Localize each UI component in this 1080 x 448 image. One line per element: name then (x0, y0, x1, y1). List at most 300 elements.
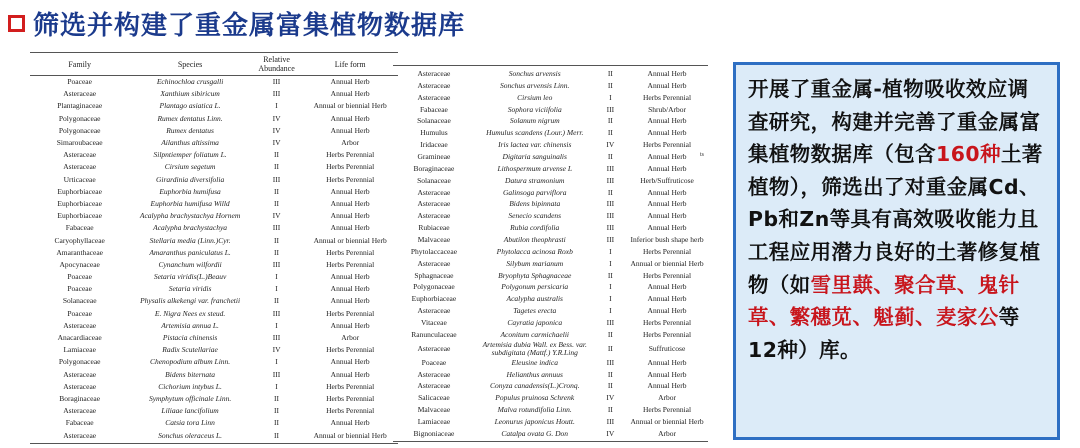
cell-species: Cirsium leo (517, 92, 553, 102)
cell-species: Euphorbia humifusa (159, 186, 221, 196)
cell-abundance: III (272, 89, 281, 99)
cell-life-form: Annual or biennial Herb (313, 101, 387, 111)
cell-family: Poaceae (67, 308, 92, 318)
cell-abundance: I (275, 101, 278, 111)
cell-abundance: IV (606, 428, 615, 438)
cell-species: Rumex dentatus Linn. (157, 113, 223, 123)
cell-abundance: II (274, 406, 280, 416)
cell-species: Bidens biternata (165, 369, 215, 379)
table-row (30, 356, 398, 368)
cell-abundance: II (274, 235, 280, 245)
table-row (393, 329, 708, 341)
cell-species: E. Nigra Nees ex steud. (154, 308, 226, 318)
cell-abundance: III (272, 259, 281, 269)
cell-family: Poaceae (67, 284, 92, 294)
cell-life-form: Annual Herb (647, 163, 687, 173)
table-row (30, 259, 398, 271)
cell-family: Boraginaceae (413, 163, 455, 173)
cell-abundance: II (607, 343, 613, 353)
cell-life-form: Annual or biennial Herb (313, 235, 387, 245)
cell-life-form: Annual Herb (330, 272, 370, 282)
table-row (30, 283, 398, 295)
cell-family: Asteraceae (417, 80, 451, 90)
cell-life-form: Herbs Perennial (326, 162, 375, 172)
cell-abundance: II (607, 68, 613, 78)
table-row (30, 198, 398, 210)
cell-life-form: Herbs Perennial (326, 150, 375, 160)
cell-life-form: Inferior bush shape herb (630, 234, 704, 244)
table-row (393, 80, 708, 92)
table-row (393, 281, 708, 293)
table-row (30, 100, 398, 112)
table-row (393, 246, 708, 258)
table-row (30, 234, 398, 246)
table-bottom-rule (30, 443, 398, 444)
cell-family: Asteraceae (63, 150, 97, 160)
cell-species: Conyza canadensis(L.)Cronq. (489, 381, 580, 391)
cell-abundance: I (275, 284, 278, 294)
cell-family: Asteraceae (63, 320, 97, 330)
cell-species: Sonchus oleraceus L. (158, 430, 223, 440)
cell-species: Symphytum officinale Linn. (148, 393, 232, 403)
cell-life-form: Annual Herb (330, 284, 370, 294)
cell-family: Solanaceae (417, 175, 451, 185)
table-top-rule (393, 65, 708, 66)
table-row (30, 76, 398, 88)
cell-life-form: Annual or biennial Herb (313, 430, 387, 440)
cell-abundance: II (607, 369, 613, 379)
table-row (30, 344, 398, 356)
cell-abundance: IV (272, 125, 281, 135)
cell-family: Fabaceae (65, 418, 94, 428)
cell-species: Leonurus japonicus Houtt. (494, 416, 575, 426)
cell-abundance: I (275, 357, 278, 367)
table-row (393, 380, 708, 392)
table-row (393, 369, 708, 381)
cell-life-form: Annual Herb (330, 77, 370, 87)
cell-life-form: Annual Herb (330, 223, 370, 233)
table-row (30, 369, 398, 381)
cell-species: Sonchus arvensis (508, 68, 561, 78)
cell-species: Acalypha brachystachya (153, 223, 228, 233)
table-body-left (30, 76, 398, 442)
cell-life-form: Annual Herb (647, 199, 687, 209)
cell-family: Iridaceae (420, 140, 448, 150)
cell-life-form: Annual Herb (647, 369, 687, 379)
cell-species: Phytolacca acinosa Roxb (496, 246, 573, 256)
table-row (393, 404, 708, 416)
cell-family: Poaceae (421, 357, 447, 367)
square-bullet-icon (8, 15, 25, 32)
cell-life-form: Annual Herb (647, 80, 687, 90)
table-body-right (393, 68, 708, 440)
cell-life-form: Herbs Perennial (326, 345, 375, 355)
cell-abundance: II (607, 116, 613, 126)
cell-life-form: Herbs Perennial (326, 308, 375, 318)
species-table-right (393, 65, 708, 442)
cell-life-form: Annual Herb (647, 211, 687, 221)
cell-family: Lamiaceae (417, 416, 451, 426)
cell-life-form: Annual Herb (330, 125, 370, 135)
cell-abundance: II (607, 329, 613, 339)
cell-life-form: Herbs Perennial (642, 317, 692, 327)
cell-species: Radix Scutellariae (162, 345, 218, 355)
cell-species: Bryophyta Sphagnaceae (498, 270, 572, 280)
cell-species: Humulus scandens (Lour.) Merr. (486, 128, 584, 138)
cell-abundance: III (272, 308, 281, 318)
cell-life-form: Herbs Perennial (642, 92, 692, 102)
cell-family: Apocynaceae (59, 259, 100, 269)
cell-species: Malva rotundifolia Linn. (497, 405, 572, 415)
cell-abundance: III (606, 199, 615, 209)
species-table-left (30, 52, 398, 444)
cell-species: Echinochloa crusgalli (156, 77, 224, 87)
cell-abundance: II (607, 187, 613, 197)
cell-life-form: Annual Herb (647, 282, 687, 292)
cell-life-form: Annual Herb (647, 357, 687, 367)
table-row (393, 163, 708, 175)
cell-species: Catalpa ovata G. Don (501, 428, 569, 438)
cell-life-form: Arbor (658, 428, 676, 438)
cell-species: Tagetes erecta (513, 306, 557, 316)
table-row (393, 198, 708, 210)
cell-life-form: Annual Herb (647, 116, 687, 126)
cell-species: Cynanchum wilfordii (158, 259, 222, 269)
table-row (393, 293, 708, 305)
cell-species: Silpntiemper foliatum L. (153, 150, 227, 160)
cell-abundance: I (609, 92, 612, 102)
summary-part-1: 开展了重金属-植物吸收效应调查研究，构建并完善了重金属富集植物数据库（包含 (748, 77, 1041, 167)
table-row (30, 381, 398, 393)
cell-species: Aconitum carmichaelii (500, 329, 569, 339)
cell-life-form: Annual Herb (647, 223, 687, 233)
cell-family: Asteraceae (63, 89, 97, 99)
cell-life-form: Herb/Suffruticose (640, 175, 694, 185)
cell-species: Datura stramonium (505, 175, 565, 185)
cell-family: Asteraceae (63, 381, 97, 391)
cell-family: Asteraceae (63, 430, 97, 440)
cell-family: Poaceae (67, 272, 92, 282)
cell-species: Abutilon theophrasti (503, 234, 566, 244)
cell-life-form: Herbs Perennial (326, 393, 375, 403)
cell-family: Asteraceae (417, 381, 451, 391)
cell-family: Malvaceae (417, 405, 451, 415)
table-row (30, 222, 398, 234)
cell-family: Solanaceae (417, 116, 451, 126)
cell-species: Cayratia japonica (507, 317, 563, 327)
cell-family: Euphorbiaceae (411, 294, 457, 304)
cell-species: Eleusine indica (511, 357, 558, 367)
cell-species: Liliaae lancifolium (161, 406, 219, 416)
cell-abundance: I (275, 320, 278, 330)
table-row (30, 332, 398, 344)
cell-family: Asteraceae (417, 68, 451, 78)
cell-species: Setaria viridis (168, 284, 212, 294)
cell-species: Artemisia dubia Wall. ex Bess. var. subdigitata (Mattf.) Y.R.Ling (482, 339, 587, 357)
cell-life-form: Herbs Perennial (642, 329, 692, 339)
summary-panel (733, 62, 1060, 440)
cell-species: Plantago asiatica L. (159, 101, 221, 111)
cell-species: Senecio scandens (508, 211, 562, 221)
cell-abundance: III (606, 104, 615, 114)
cell-abundance: II (274, 186, 280, 196)
table-row (393, 234, 708, 246)
cell-abundance: II (607, 80, 613, 90)
cell-life-form: Annual Herb (330, 296, 370, 306)
cell-life-form: Arbor (658, 393, 676, 403)
table-row (30, 271, 398, 283)
table-row (30, 186, 398, 198)
cell-abundance: III (606, 211, 615, 221)
table-row (30, 137, 398, 149)
cell-species: Artemisia annua L. (161, 320, 219, 330)
cell-abundance: III (272, 77, 281, 87)
cell-family: Asteraceae (417, 369, 451, 379)
cell-family: Amaranthaceae (56, 247, 103, 257)
cell-family: Salicaceae (418, 393, 450, 403)
table-row (393, 392, 708, 404)
cell-abundance: III (272, 223, 281, 233)
cell-life-form: Annual Herb (330, 369, 370, 379)
table-row (30, 308, 398, 320)
cell-species: Cirsium segetum (164, 162, 216, 172)
cell-life-form: Annual Herb (330, 357, 370, 367)
table-row (393, 258, 708, 270)
cell-life-form: Annual Herb (330, 198, 370, 208)
cell-family: Phytolaccaceae (410, 246, 458, 256)
cell-species: Sonchus arvensis Linn. (500, 80, 570, 90)
cell-species: Euphorbia humifusa Willd (150, 198, 230, 208)
cell-family: Fabaceae (65, 223, 94, 233)
table-row (30, 247, 398, 259)
cell-species: Lithospermum arvense L (497, 163, 573, 173)
cell-abundance: II (607, 381, 613, 391)
cell-family: Asteraceae (63, 369, 97, 379)
table-row (30, 161, 398, 173)
cell-life-form: Annual or biennial Herb (630, 416, 704, 426)
table-row (393, 210, 708, 222)
cell-family: Euphorbiaceae (57, 186, 102, 196)
cell-life-form: Annual Herb (647, 151, 687, 161)
cell-family: Polygonaceae (413, 282, 455, 292)
cell-family: Rubiaceae (418, 223, 450, 233)
table-row (393, 428, 708, 440)
cell-abundance: III (606, 163, 615, 173)
cell-abundance: III (272, 333, 281, 343)
cell-species: Physalis alkekengi var. franchetii (140, 296, 241, 306)
table-row (393, 416, 708, 428)
table-row (393, 68, 708, 80)
cell-abundance: II (274, 430, 280, 440)
cell-life-form: Herbs Perennial (326, 381, 375, 391)
cell-family: Asteraceae (417, 199, 451, 209)
header-abundance: Relative Abundance (258, 55, 295, 73)
cell-family: Solanaceae (62, 296, 97, 306)
cell-abundance: III (606, 357, 615, 367)
cell-species: Chenopodium album Linn. (149, 357, 231, 367)
cell-life-form: Annual Herb (330, 418, 370, 428)
cell-species: Xanthium sibiricum (160, 89, 220, 99)
cell-life-form: Annual Herb (647, 128, 687, 138)
cell-species: Sophora viciifolia (507, 104, 562, 114)
cell-abundance: III (272, 174, 281, 184)
summary-count: 160种 (936, 142, 1001, 167)
cell-abundance: III (606, 223, 615, 233)
table-row (393, 139, 708, 151)
cell-life-form: Herbs Perennial (326, 174, 375, 184)
table-row (393, 115, 708, 127)
cell-abundance: III (606, 234, 615, 244)
cell-species: Galinsoga parviflora (502, 187, 567, 197)
cell-species: Bidens bipinnata (509, 199, 561, 209)
cell-family: Asteraceae (63, 162, 97, 172)
cell-family: Simaroubaceae (56, 138, 103, 148)
cell-abundance: II (274, 296, 280, 306)
table-row (393, 187, 708, 199)
cell-family: Poaceae (67, 77, 92, 87)
cell-family: Humulus (420, 128, 448, 138)
cell-species: Catsia tora Linn (165, 418, 215, 428)
cell-life-form: Annual Herb (647, 294, 687, 304)
table-row (393, 92, 708, 104)
cell-family: Asteraceae (417, 211, 451, 221)
table-row (30, 210, 398, 222)
table-row (393, 317, 708, 329)
cell-abundance: III (606, 175, 615, 185)
table-row (30, 320, 398, 332)
summary-text (748, 73, 1047, 366)
summary-part-3: 等12种）库。 (748, 305, 1020, 362)
cell-species: Silybum marianum (506, 258, 564, 268)
cell-family: Lamiaceae (63, 345, 96, 355)
table-row (30, 417, 398, 429)
cell-species: Populus pruinosa Schrenk (495, 393, 575, 403)
table-row (30, 174, 398, 186)
header-species: Species (177, 59, 203, 69)
cell-family: Asteraceae (417, 258, 451, 268)
table-row (393, 175, 708, 187)
cell-abundance: I (275, 381, 278, 391)
cell-life-form: Arbor (341, 333, 360, 343)
cell-life-form: Arbor (341, 138, 360, 148)
cell-abundance: III (606, 317, 615, 327)
table-row (393, 151, 708, 163)
cell-life-form: Annual Herb (330, 320, 370, 330)
cell-species: Cichorium intybus L. (158, 381, 222, 391)
cell-family: Vitaceae (421, 317, 447, 327)
cell-family: Anacardiaceae (57, 333, 102, 343)
cell-abundance: I (275, 272, 278, 282)
cell-species: Ailanthus altissima (161, 138, 219, 148)
cell-life-form: Annual Herb (647, 381, 687, 391)
cell-life-form: Herbs Perennial (326, 406, 375, 416)
cell-life-form: Suffruticose (648, 343, 686, 353)
cell-life-form: Annual Herb (330, 89, 370, 99)
cell-family: Asteraceae (417, 92, 451, 102)
table-row (30, 295, 398, 307)
cell-abundance: II (274, 150, 280, 160)
table-bottom-rule (393, 441, 708, 442)
cell-abundance: I (609, 246, 612, 256)
cell-abundance: II (607, 405, 613, 415)
cell-family: Ranunculaceae (411, 329, 457, 339)
cell-species: Acalypha australis (506, 294, 563, 304)
cell-family: Euphorbiaceae (57, 198, 102, 208)
cell-life-form: Herbs Perennial (642, 246, 692, 256)
cell-abundance: II (607, 151, 613, 161)
cell-family: Boraginaceae (59, 393, 101, 403)
table-row (30, 149, 398, 161)
cell-family: Malvaceae (417, 234, 451, 244)
table-row (393, 104, 708, 116)
cell-abundance: IV (272, 345, 281, 355)
table-row (393, 270, 708, 282)
cell-family: Polygonaceae (58, 125, 101, 135)
cell-family: Gramineae (417, 151, 451, 161)
cell-species: Solanum nigrum (509, 116, 560, 126)
cell-life-form: Herbs Perennial (642, 405, 692, 415)
cell-species: Polygonum persicaria (501, 282, 569, 292)
cell-abundance: II (274, 418, 280, 428)
cell-family: Asteraceae (63, 406, 97, 416)
table-row (393, 357, 708, 369)
page-title: 筛选并构建了重金属富集植物数据库 (33, 10, 466, 41)
slide-header (8, 6, 465, 40)
cell-family: Fabaceae (419, 104, 448, 114)
cell-species: Acalypha brachystachya Hornem (139, 211, 241, 221)
cell-family: Asteraceae (417, 187, 451, 197)
table-row (30, 393, 398, 405)
cell-life-form: Annual Herb (647, 306, 687, 316)
cell-life-form: Shrub/Arbor (648, 104, 686, 114)
cell-species: Stellaria media (Linn.)Cyr. (149, 235, 231, 245)
cell-family: Sphagnaceae (414, 270, 454, 280)
cell-abundance: I (609, 282, 612, 292)
cell-species: Pistacia chinensis (162, 333, 218, 343)
cell-family: Bignoniaceae (413, 428, 455, 438)
cell-abundance: II (607, 270, 613, 280)
header-family: Family (68, 59, 92, 69)
table-row (30, 113, 398, 125)
cell-species: Rumex dentatus (166, 125, 214, 135)
table-row (30, 405, 398, 417)
stray-mark: ts (700, 152, 705, 158)
cell-life-form: Herbs Perennial (642, 140, 692, 150)
cell-abundance: II (274, 198, 280, 208)
table-row (393, 305, 708, 317)
cell-abundance: III (272, 369, 281, 379)
cell-life-form: Herbs Perennial (326, 259, 375, 269)
cell-species: Rubia cordifolia (510, 223, 560, 233)
cell-family: Urticaceae (63, 174, 96, 184)
cell-life-form: Annual Herb (330, 113, 370, 123)
cell-species: Helianthus annuus (506, 369, 563, 379)
cell-abundance: II (607, 128, 613, 138)
cell-life-form: Annual Herb (330, 211, 370, 221)
summary-plants: 雪里蕻、聚合草、鬼针草、繁穗苋、魁蓟、麦家公 (748, 272, 1020, 330)
cell-family: Caryophyllaceae (54, 235, 105, 245)
cell-abundance: II (274, 162, 280, 172)
cell-life-form: Annual Herb (647, 187, 687, 197)
cell-abundance: I (609, 294, 612, 304)
cell-abundance: II (274, 247, 280, 257)
table-row (30, 125, 398, 137)
cell-family: Polygonaceae (58, 113, 101, 123)
table-row (393, 222, 708, 234)
cell-life-form: Herbs Perennial (642, 270, 692, 280)
cell-abundance: IV (272, 211, 281, 221)
cell-species: Girardinia diversifolia (155, 174, 225, 184)
